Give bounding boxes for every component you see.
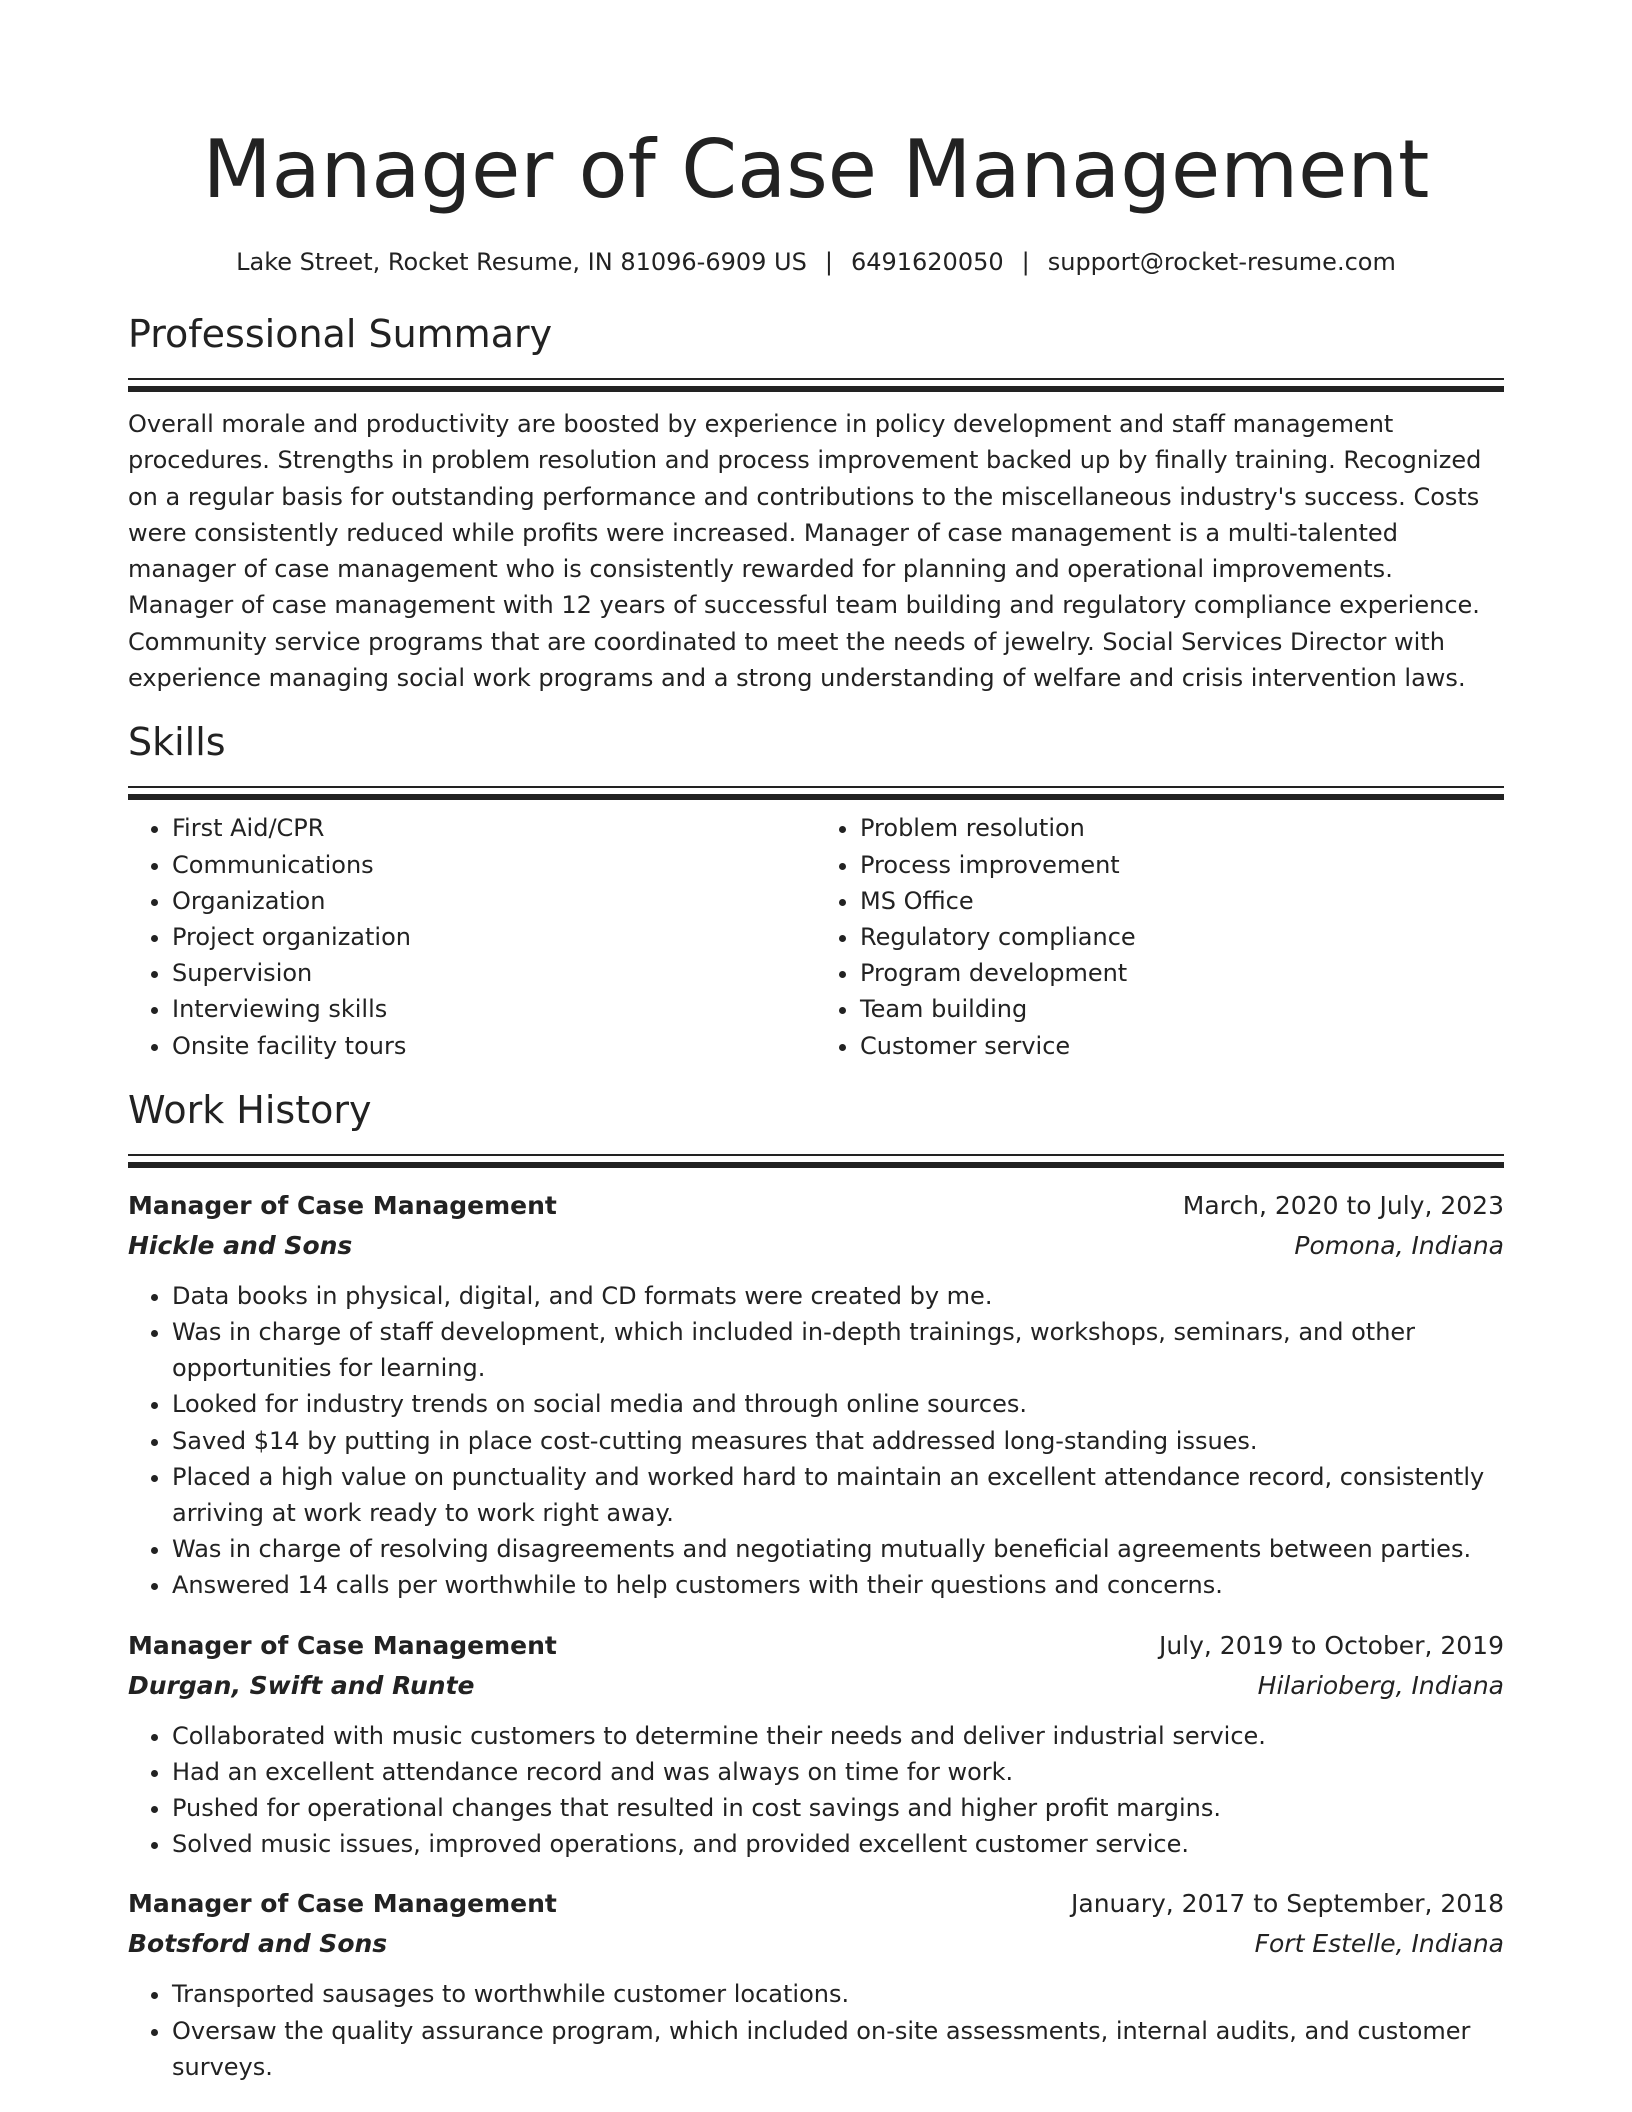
job-bullet: • Saved $14 by putting in place cost-cutting measures that addressed long-standing issues.	[172, 1423, 1504, 1459]
skill-item: • Onsite facility tours	[172, 1028, 816, 1064]
resume-name-heading: Manager of Case Management	[202, 123, 1430, 216]
skill-item: • Customer service	[860, 1028, 1504, 1064]
job-subheader	[128, 1666, 1504, 1706]
job-bullet-list	[128, 1976, 1504, 2085]
skills-list-left	[128, 810, 816, 1063]
job-header	[128, 1186, 1504, 1226]
job-dates: July, 2019 to October, 2019	[1158, 1630, 1504, 1660]
job-bullet: • Data books in physical, digital, and CD formats were created by me.	[172, 1278, 1504, 1314]
job-header	[128, 1884, 1504, 1924]
job-dates: January, 2017 to September, 2018	[1071, 1889, 1504, 1919]
job-bullet: • Pushed for operational changes that resulted in cost savings and higher profit margins.	[172, 1790, 1504, 1826]
work-history-section	[128, 1086, 1504, 2085]
job-dates: March, 2020 to July, 2023	[1182, 1190, 1504, 1220]
job-bullet: • Was in charge of staff development, which included in-depth trainings, workshops, seminars, and other opportunities for learning.	[172, 1314, 1504, 1386]
job-title: Manager of Case Management	[128, 1889, 557, 1919]
skill-item: • Communications	[172, 847, 816, 883]
skills-section	[128, 718, 1504, 1063]
work-history-section-title: Work History	[128, 1087, 372, 1132]
job-bullet: • Looked for industry trends on social media and through online sources.	[172, 1386, 1504, 1422]
skill-item: • Interviewing skills	[172, 991, 816, 1027]
contact-phone: 6491620050	[850, 248, 1004, 276]
job-header	[128, 1626, 1504, 1666]
contact-email: support@rocket-resume.com	[1047, 248, 1396, 276]
skills-section-title: Skills	[128, 720, 226, 765]
job-bullet: • Collaborated with music customers to determine their needs and deliver industrial service.	[172, 1718, 1504, 1754]
summary-section-title: Professional Summary	[128, 312, 553, 356]
job-company: Durgan, Swift and Runte	[128, 1670, 475, 1700]
job-company: Hickle and Sons	[128, 1230, 353, 1260]
contact-address: Lake Street, Rocket Resume, IN 81096-6909 US	[236, 248, 807, 276]
skill-item: • Supervision	[172, 955, 816, 991]
section-divider	[128, 786, 1504, 800]
job-subheader	[128, 1924, 1504, 1964]
skill-item: • Team building	[860, 991, 1504, 1027]
skills-columns	[128, 810, 1504, 1063]
job-bullet: • Placed a high value on punctuality and worked hard to maintain an excellent attendance record, consistently arriving at work ready to work right away.	[172, 1459, 1504, 1531]
contact-line	[128, 246, 1504, 278]
job-entry	[128, 1884, 1504, 2085]
job-subheader	[128, 1226, 1504, 1266]
skill-item: • First Aid/CPR	[172, 810, 816, 846]
job-bullet: • Transported sausages to worthwhile customer locations.	[172, 1976, 1504, 2012]
skill-item: • MS Office	[860, 883, 1504, 919]
skill-item: • Process improvement	[860, 847, 1504, 883]
job-location: Pomona, Indiana	[1294, 1230, 1504, 1260]
summary-section	[128, 310, 1504, 696]
skills-list-right	[816, 810, 1504, 1063]
job-location: Fort Estelle, Indiana	[1254, 1929, 1504, 1959]
skill-item: • Problem resolution	[860, 810, 1504, 846]
summary-text: Overall morale and productivity are boosted by experience in policy development and staff management procedures. Strengths in problem resolution and process improvement backed up by finally training. Recognized on a regular basis for outstanding performance and contributions to the miscellaneous industry's success. Costs were consistently reduced while profits were increased. Manager of case management is a multi-talented manager of case management who is consistently rewarded for planning and operational improvements. Manager of case management with 12 years of successful team building and regulatory compliance experience. Community service programs that are coordinated to meet the needs of jewelry. Social Services Director with experience managing social work programs and a strong understanding of welfare and crisis intervention laws.	[128, 410, 1482, 693]
job-title: Manager of Case Management	[128, 1630, 557, 1660]
job-bullet: • Was in charge of resolving disagreements and negotiating mutually beneficial agreements between parties.	[172, 1531, 1504, 1567]
job-entry	[128, 1626, 1504, 1863]
job-bullet: • Answered 14 calls per worthwhile to help customers with their questions and concerns.	[172, 1567, 1504, 1603]
job-company: Botsford and Sons	[128, 1929, 388, 1959]
skill-item: • Organization	[172, 883, 816, 919]
job-bullet-list	[128, 1718, 1504, 1863]
skill-item: • Regulatory compliance	[860, 919, 1504, 955]
job-bullet: • Solved music issues, improved operations, and provided excellent customer service.	[172, 1826, 1504, 1862]
contact-separator: |	[824, 248, 833, 276]
job-bullet-list	[128, 1278, 1504, 1604]
job-entry	[128, 1186, 1504, 1604]
section-divider	[128, 378, 1504, 392]
job-title: Manager of Case Management	[128, 1190, 557, 1220]
skill-item: • Project organization	[172, 919, 816, 955]
job-bullet: • Oversaw the quality assurance program, which included on-site assessments, internal audits, and customer surveys.	[172, 2013, 1504, 2085]
skill-item: • Program development	[860, 955, 1504, 991]
contact-separator: |	[1021, 248, 1030, 276]
job-location: Hilarioberg, Indiana	[1257, 1670, 1504, 1700]
section-divider	[128, 1154, 1504, 1168]
job-bullet: • Had an excellent attendance record and was always on time for work.	[172, 1754, 1504, 1790]
